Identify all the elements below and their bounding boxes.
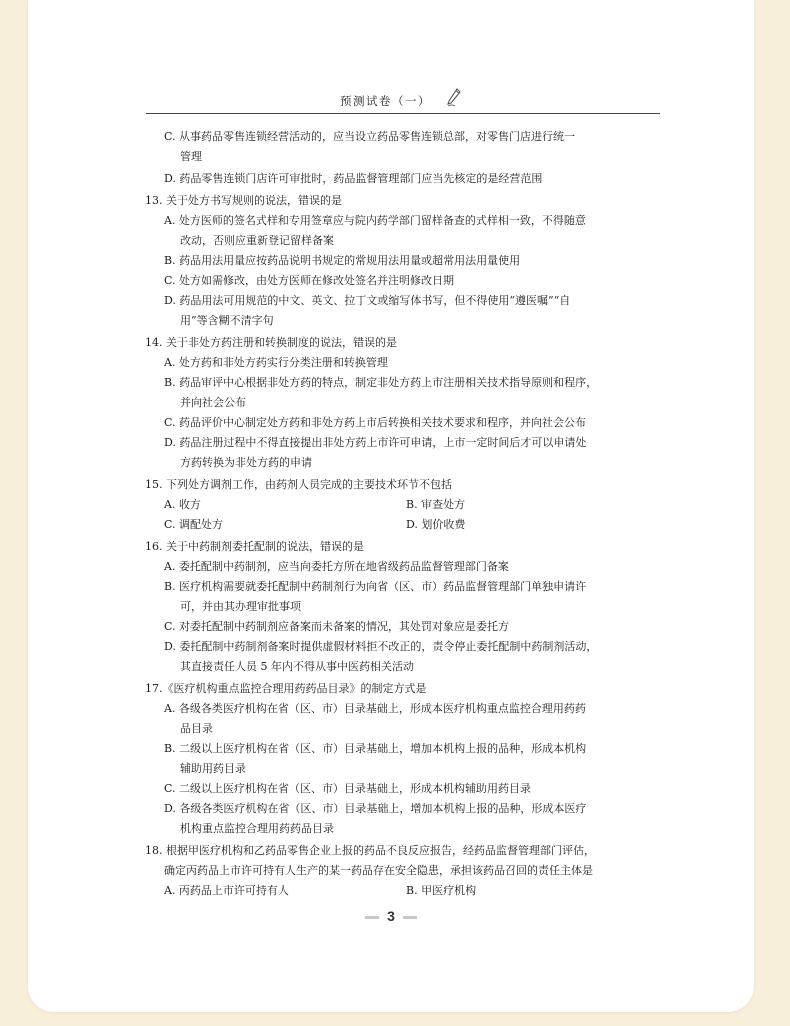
option-line: B. 药品审评中心根据非处方药的特点，制定非处方药上市注册相关技术指导原则和程序， — [164, 376, 598, 389]
option-line: C. 从事药品零售连锁经营活动的，应当设立药品零售连锁总部，对零售门店进行统一 — [164, 130, 576, 143]
option-line: A. 丙药品上市许可持有人 — [164, 884, 289, 897]
question-stem: 16. 关于中药制剂委托配制的说法，错误的是 — [145, 540, 364, 553]
question-stem: 15. 下列处方调剂工作，由药剂人员完成的主要技术环节不包括 — [145, 478, 452, 491]
option-continuation: 用”等含糊不清字句 — [180, 314, 274, 327]
question-stem: 18. 根据甲医疗机构和乙药品零售企业上报的药品不良反应报告，经药品监督管理部门评估， — [145, 844, 595, 857]
option-line: D. 划价收费 — [406, 518, 466, 531]
footer-dash-left — [365, 916, 379, 919]
option-line: B. 二级以上医疗机构在省（区、市）目录基础上，增加本机构上报的品种，形成本机构 — [164, 742, 587, 755]
document-page — [28, 0, 754, 1012]
footer-dash-right — [403, 916, 417, 919]
question-stem: 17.《医疗机构重点监控合理用药药品目录》的制定方式是 — [145, 682, 427, 695]
option-continuation: 方药转换为非处方药的申请 — [180, 456, 312, 469]
option-continuation: 机构重点监控合理用药药品目录 — [180, 822, 334, 835]
page-number: 3 — [387, 908, 395, 924]
option-continuation: 品目录 — [180, 722, 213, 735]
option-line: D. 药品零售连锁门店许可审批时，药品监督管理部门应当先核定的是经营范围 — [164, 172, 543, 185]
running-header — [146, 89, 660, 114]
option-line: C. 调配处方 — [164, 518, 224, 531]
option-continuation: 其直接责任人员 5 年内不得从事中医药相关活动 — [180, 660, 414, 673]
pencil-icon — [446, 88, 462, 112]
option-continuation: 并向社会公布 — [180, 396, 246, 409]
option-line: A. 处方药和非处方药实行分类注册和转换管理 — [164, 356, 388, 369]
option-line: B. 审查处方 — [406, 498, 466, 511]
question-stem: 13. 关于处方书写规则的说法，错误的是 — [145, 194, 342, 207]
option-line: A. 委托配制中药制剂，应当向委托方所在地省级药品监督管理部门备案 — [164, 560, 509, 573]
question-stem: 14. 关于非处方药注册和转换制度的说法，错误的是 — [145, 336, 397, 349]
option-line: C. 药品评价中心制定处方药和非处方药上市后转换相关技术要求和程序，并向社会公布 — [164, 416, 587, 429]
option-line: A. 各级各类医疗机构在省（区、市）目录基础上，形成本医疗机构重点监控合理用药药 — [164, 702, 586, 715]
option-line: B. 医疗机构需要就委托配制中药制剂行为向省（区、市）药品监督管理部门单独申请许 — [164, 580, 587, 593]
option-line: C. 对委托配制中药制剂应备案而未备案的情况，其处罚对象应是委托方 — [164, 620, 510, 633]
option-line: B. 甲医疗机构 — [406, 884, 477, 897]
option-line: A. 处方医师的签名式样和专用签章应与院内药学部门留样备查的式样相一致，不得随意 — [164, 214, 586, 227]
header-title: 预测试卷（一） — [340, 94, 431, 108]
option-continuation: 辅助用药目录 — [180, 762, 246, 775]
option-line: C. 二级以上医疗机构在省（区、市）目录基础上，形成本机构辅助用药目录 — [164, 782, 532, 795]
option-line: A. 收方 — [164, 498, 201, 511]
option-line: D. 药品注册过程中不得直接提出非处方药上市许可申请，上市一定时间后才可以申请处 — [164, 436, 587, 449]
option-continuation: 管理 — [180, 150, 202, 163]
option-line: D. 各级各类医疗机构在省（区、市）目录基础上，增加本机构上报的品种，形成本医疗 — [164, 802, 587, 815]
option-continuation: 可，并由其办理审批事项 — [180, 600, 301, 613]
option-line: C. 处方如需修改，由处方医师在修改处签名并注明修改日期 — [164, 274, 455, 287]
option-line: D. 药品用法可用规范的中文、英文、拉丁文或缩写体书写，但不得使用“遵医嘱”“自 — [164, 294, 571, 307]
question-stem-continuation: 确定丙药品上市许可持有人生产的某一药品存在安全隐患，承担该药品召回的责任主体是 — [164, 864, 593, 877]
page-footer — [28, 908, 754, 924]
option-continuation: 改动，否则应重新登记留样备案 — [180, 234, 334, 247]
option-line: D. 委托配制中药制剂备案时提供虚假材料拒不改正的，责令停止委托配制中药制剂活动， — [164, 640, 598, 653]
option-line: B. 药品用法用量应按药品说明书规定的常规用法用量或超常用法用量使用 — [164, 254, 521, 267]
